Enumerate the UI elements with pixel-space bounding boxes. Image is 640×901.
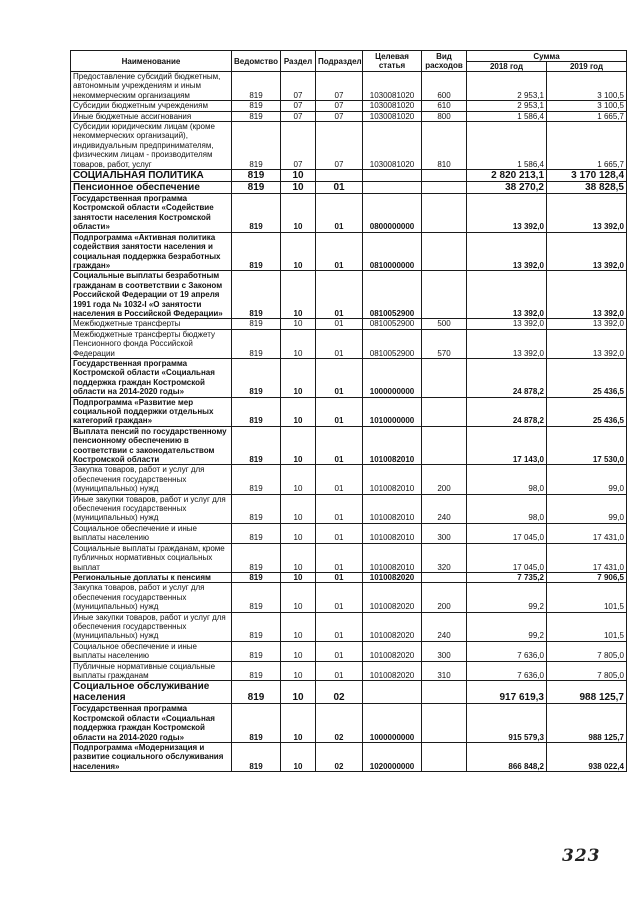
row-article: 1000000000 — [363, 358, 422, 397]
table-row — [71, 681, 627, 704]
row-subsection: 01 — [316, 543, 363, 572]
row-section: 10 — [281, 397, 316, 426]
row-dept: 819 — [232, 704, 281, 743]
row-name: Иные закупки товаров, работ и услуг для обеспечения государственных (муниципальных) нужд — [71, 494, 232, 523]
row-sum-2019: 3 170 128,4 — [547, 170, 627, 182]
table-row — [71, 612, 627, 641]
row-section: 10 — [281, 319, 316, 329]
header-subsection: Подраздел — [316, 51, 363, 72]
row-subsection: 02 — [316, 743, 363, 772]
table-header — [71, 51, 627, 72]
row-name: СОЦИАЛЬНАЯ ПОЛИТИКА — [71, 170, 232, 182]
row-exptype — [422, 232, 467, 271]
row-name: Подпрограмма «Активная политика содействия занятости населения и социальная поддержка безработных граждан» — [71, 232, 232, 271]
page-number: 323 — [562, 846, 601, 866]
row-name: Региональные доплаты к пенсиям — [71, 572, 232, 582]
row-sum-2019: 7 805,0 — [547, 661, 627, 681]
row-article: 1010082010 — [363, 494, 422, 523]
row-sum-2018: 7 636,0 — [467, 641, 547, 661]
table-row — [71, 543, 627, 572]
row-article: 0810000000 — [363, 232, 422, 271]
table-row — [71, 397, 627, 426]
table-row — [71, 641, 627, 661]
header-sum: Сумма — [467, 51, 627, 62]
budget-table — [70, 50, 627, 772]
row-exptype: 310 — [422, 661, 467, 681]
row-dept: 819 — [232, 72, 281, 101]
table-row — [71, 494, 627, 523]
row-article — [363, 170, 422, 182]
table-row — [71, 329, 627, 358]
row-article: 0810052900 — [363, 329, 422, 358]
row-article — [363, 182, 422, 194]
row-article: 1010082010 — [363, 465, 422, 494]
row-sum-2018: 17 045,0 — [467, 523, 547, 543]
row-sum-2019: 7 805,0 — [547, 641, 627, 661]
row-name: Социальные выплаты гражданам, кроме публичных нормативных социальных выплат — [71, 543, 232, 572]
row-article: 1010082010 — [363, 523, 422, 543]
row-section: 10 — [281, 543, 316, 572]
row-dept: 819 — [232, 182, 281, 194]
row-section: 10 — [281, 271, 316, 319]
row-sum-2019: 3 100,5 — [547, 101, 627, 111]
row-section: 10 — [281, 612, 316, 641]
row-sum-2019: 13 392,0 — [547, 329, 627, 358]
row-sum-2019: 101,5 — [547, 583, 627, 612]
row-dept: 819 — [232, 465, 281, 494]
row-exptype: 240 — [422, 612, 467, 641]
row-exptype: 300 — [422, 523, 467, 543]
row-sum-2018: 13 392,0 — [467, 232, 547, 271]
row-section: 10 — [281, 641, 316, 661]
row-sum-2019: 13 392,0 — [547, 194, 627, 233]
table-row — [71, 232, 627, 271]
row-subsection: 07 — [316, 111, 363, 121]
header-section: Раздел — [281, 51, 316, 72]
table-row — [71, 743, 627, 772]
row-name: Подпрограмма «Развитие мер социальной поддержки отдельных категорий граждан» — [71, 397, 232, 426]
row-dept: 819 — [232, 543, 281, 572]
row-sum-2018: 98,0 — [467, 494, 547, 523]
row-article: 1030081020 — [363, 111, 422, 121]
row-subsection: 01 — [316, 465, 363, 494]
row-section: 07 — [281, 111, 316, 121]
row-subsection: 01 — [316, 612, 363, 641]
row-dept: 819 — [232, 358, 281, 397]
row-subsection: 07 — [316, 72, 363, 101]
row-dept: 819 — [232, 743, 281, 772]
row-sum-2019: 988 125,7 — [547, 704, 627, 743]
row-exptype: 610 — [422, 101, 467, 111]
row-exptype — [422, 572, 467, 582]
row-dept: 819 — [232, 583, 281, 612]
row-article: 1030081020 — [363, 122, 422, 170]
row-dept: 819 — [232, 572, 281, 582]
row-sum-2019: 17 431,0 — [547, 543, 627, 572]
row-name: Межбюджетные трансферты бюджету Пенсионного фонда Российской Федерации — [71, 329, 232, 358]
row-sum-2018: 13 392,0 — [467, 319, 547, 329]
row-exptype: 570 — [422, 329, 467, 358]
row-dept: 819 — [232, 232, 281, 271]
row-exptype: 240 — [422, 494, 467, 523]
row-article: 1020000000 — [363, 743, 422, 772]
row-sum-2019: 99,0 — [547, 465, 627, 494]
row-name: Выплата пенсий по государственному пенсионному обеспечению в соответствии с законодательством Костромской области — [71, 426, 232, 465]
row-sum-2019: 7 906,5 — [547, 572, 627, 582]
table-row — [71, 319, 627, 329]
row-sum-2019: 25 436,5 — [547, 397, 627, 426]
row-article: 1010082020 — [363, 661, 422, 681]
row-section: 10 — [281, 572, 316, 582]
row-sum-2019: 17 431,0 — [547, 523, 627, 543]
row-sum-2019: 1 665,7 — [547, 111, 627, 121]
row-dept: 819 — [232, 641, 281, 661]
row-section: 10 — [281, 426, 316, 465]
row-dept: 819 — [232, 494, 281, 523]
row-exptype: 200 — [422, 465, 467, 494]
row-exptype: 500 — [422, 319, 467, 329]
row-exptype: 200 — [422, 583, 467, 612]
row-sum-2019: 17 530,0 — [547, 426, 627, 465]
row-subsection: 02 — [316, 704, 363, 743]
table-row — [71, 182, 627, 194]
table-row — [71, 111, 627, 121]
table-row — [71, 101, 627, 111]
row-section: 10 — [281, 465, 316, 494]
row-sum-2018: 866 848,2 — [467, 743, 547, 772]
row-sum-2019: 38 828,5 — [547, 182, 627, 194]
row-sum-2019: 13 392,0 — [547, 232, 627, 271]
row-subsection: 01 — [316, 358, 363, 397]
row-subsection: 02 — [316, 681, 363, 704]
row-sum-2018: 99,2 — [467, 612, 547, 641]
row-sum-2018: 2 953,1 — [467, 101, 547, 111]
row-section: 10 — [281, 232, 316, 271]
row-section: 10 — [281, 743, 316, 772]
table-row — [71, 704, 627, 743]
row-subsection: 01 — [316, 319, 363, 329]
table-row — [71, 661, 627, 681]
row-name: Социальное обеспечение и иные выплаты населению — [71, 641, 232, 661]
row-section: 10 — [281, 523, 316, 543]
row-exptype — [422, 743, 467, 772]
header-article: Целевая статья — [363, 51, 422, 72]
row-dept: 819 — [232, 661, 281, 681]
row-dept: 819 — [232, 319, 281, 329]
row-exptype: 600 — [422, 72, 467, 101]
row-section: 10 — [281, 182, 316, 194]
row-exptype — [422, 194, 467, 233]
header-year-2018: 2018 год — [467, 62, 547, 72]
row-article: 1030081020 — [363, 72, 422, 101]
row-dept: 819 — [232, 111, 281, 121]
row-section: 10 — [281, 681, 316, 704]
row-article: 1010082020 — [363, 583, 422, 612]
row-subsection: 01 — [316, 426, 363, 465]
row-exptype: 320 — [422, 543, 467, 572]
row-sum-2018: 24 878,2 — [467, 397, 547, 426]
row-subsection: 01 — [316, 194, 363, 233]
row-sum-2018: 7 735,2 — [467, 572, 547, 582]
row-section: 10 — [281, 704, 316, 743]
row-name: Субсидии бюджетным учреждениям — [71, 101, 232, 111]
row-section: 10 — [281, 494, 316, 523]
row-name: Социальные выплаты безработным гражданам в соответствии с Законом Российской Федерации от 19 апреля 1991 года № 1032-I «О занятости населения в Российской Федерации» — [71, 271, 232, 319]
row-sum-2019: 13 392,0 — [547, 271, 627, 319]
row-sum-2018: 38 270,2 — [467, 182, 547, 194]
row-section: 07 — [281, 72, 316, 101]
row-article: 1010082010 — [363, 543, 422, 572]
header-name: Наименование — [71, 51, 232, 72]
row-dept: 819 — [232, 101, 281, 111]
row-name: Подпрограмма «Модернизация и развитие социального обслуживания населения» — [71, 743, 232, 772]
row-subsection: 01 — [316, 583, 363, 612]
row-exptype — [422, 182, 467, 194]
row-name: Публичные нормативные социальные выплаты гражданам — [71, 661, 232, 681]
row-exptype — [422, 358, 467, 397]
row-sum-2018: 7 636,0 — [467, 661, 547, 681]
row-sum-2018: 99,2 — [467, 583, 547, 612]
row-name: Предоставление субсидий бюджетным, автономным учреждениям и иным некоммерческим организациям — [71, 72, 232, 101]
row-sum-2019: 25 436,5 — [547, 358, 627, 397]
row-article: 1010082010 — [363, 426, 422, 465]
table-row — [71, 358, 627, 397]
row-dept: 819 — [232, 681, 281, 704]
row-dept: 819 — [232, 612, 281, 641]
row-subsection: 01 — [316, 329, 363, 358]
row-sum-2019: 988 125,7 — [547, 681, 627, 704]
row-dept: 819 — [232, 122, 281, 170]
row-article: 0800000000 — [363, 194, 422, 233]
row-exptype: 800 — [422, 111, 467, 121]
table-row — [71, 583, 627, 612]
table-row — [71, 426, 627, 465]
table-row — [71, 572, 627, 582]
row-subsection: 01 — [316, 661, 363, 681]
row-sum-2018: 917 619,3 — [467, 681, 547, 704]
row-sum-2018: 17 143,0 — [467, 426, 547, 465]
row-sum-2018: 13 392,0 — [467, 194, 547, 233]
row-section: 07 — [281, 101, 316, 111]
row-dept: 819 — [232, 329, 281, 358]
row-article: 1010082020 — [363, 612, 422, 641]
row-exptype — [422, 681, 467, 704]
header-exptype: Вид расходов — [422, 51, 467, 72]
row-section: 10 — [281, 583, 316, 612]
row-section: 10 — [281, 170, 316, 182]
header-dept: Ведомство — [232, 51, 281, 72]
row-section: 07 — [281, 122, 316, 170]
row-dept: 819 — [232, 194, 281, 233]
row-sum-2019: 3 100,5 — [547, 72, 627, 101]
row-name: Межбюджетные трансферты — [71, 319, 232, 329]
row-article: 1000000000 — [363, 704, 422, 743]
table-row — [71, 271, 627, 319]
row-article: 1010082020 — [363, 572, 422, 582]
row-exptype — [422, 271, 467, 319]
row-section: 10 — [281, 194, 316, 233]
row-subsection — [316, 170, 363, 182]
row-sum-2018: 13 392,0 — [467, 329, 547, 358]
row-exptype — [422, 170, 467, 182]
row-name: Государственная программа Костромской области «Содействие занятости населения Костромской области» — [71, 194, 232, 233]
row-article: 0810052900 — [363, 271, 422, 319]
table-row — [71, 465, 627, 494]
row-subsection: 01 — [316, 523, 363, 543]
row-subsection: 01 — [316, 397, 363, 426]
row-sum-2019: 1 665,7 — [547, 122, 627, 170]
row-exptype — [422, 704, 467, 743]
row-dept: 819 — [232, 170, 281, 182]
row-subsection: 01 — [316, 494, 363, 523]
row-exptype — [422, 426, 467, 465]
row-dept: 819 — [232, 397, 281, 426]
row-sum-2019: 13 392,0 — [547, 319, 627, 329]
table-row — [71, 122, 627, 170]
row-article — [363, 681, 422, 704]
row-subsection: 07 — [316, 122, 363, 170]
row-exptype — [422, 397, 467, 426]
row-name: Социальное обеспечение и иные выплаты населению — [71, 523, 232, 543]
row-name: Социальное обслуживание населения — [71, 681, 232, 704]
table-row — [71, 170, 627, 182]
row-subsection: 07 — [316, 101, 363, 111]
table-row — [71, 72, 627, 101]
row-name: Пенсионное обеспечение — [71, 182, 232, 194]
row-sum-2019: 938 022,4 — [547, 743, 627, 772]
row-article: 1010082020 — [363, 641, 422, 661]
row-name: Иные закупки товаров, работ и услуг для обеспечения государственных (муниципальных) нужд — [71, 612, 232, 641]
header-year-2019: 2019 год — [547, 62, 627, 72]
row-name: Субсидии юридическим лицам (кроме некоммерческих организаций), индивидуальным предпринимателям, физическим лицам - производителям товаров, работ, услуг — [71, 122, 232, 170]
row-sum-2018: 2 820 213,1 — [467, 170, 547, 182]
budget-sheet — [70, 50, 626, 772]
row-subsection: 01 — [316, 572, 363, 582]
row-name: Закупка товаров, работ и услуг для обеспечения государственных (муниципальных) нужд — [71, 583, 232, 612]
row-subsection: 01 — [316, 641, 363, 661]
row-sum-2018: 1 586,4 — [467, 122, 547, 170]
row-dept: 819 — [232, 426, 281, 465]
row-sum-2019: 99,0 — [547, 494, 627, 523]
row-sum-2018: 98,0 — [467, 465, 547, 494]
row-sum-2019: 101,5 — [547, 612, 627, 641]
row-exptype: 810 — [422, 122, 467, 170]
row-section: 10 — [281, 329, 316, 358]
row-sum-2018: 2 953,1 — [467, 72, 547, 101]
row-name: Государственная программа Костромской области «Социальная поддержка граждан Костромской области на 2014-2020 годы» — [71, 358, 232, 397]
row-name: Иные бюджетные ассигнования — [71, 111, 232, 121]
row-subsection: 01 — [316, 271, 363, 319]
row-sum-2018: 915 579,3 — [467, 704, 547, 743]
table-body — [71, 72, 627, 772]
row-name: Государственная программа Костромской области «Социальная поддержка граждан Костромской области на 2014-2020 годы» — [71, 704, 232, 743]
row-name: Закупка товаров, работ и услуг для обеспечения государственных (муниципальных) нужд — [71, 465, 232, 494]
row-sum-2018: 24 878,2 — [467, 358, 547, 397]
row-subsection: 01 — [316, 182, 363, 194]
row-section: 10 — [281, 661, 316, 681]
row-sum-2018: 1 586,4 — [467, 111, 547, 121]
row-article: 1030081020 — [363, 101, 422, 111]
table-row — [71, 523, 627, 543]
row-article: 1010000000 — [363, 397, 422, 426]
row-section: 10 — [281, 358, 316, 397]
row-dept: 819 — [232, 271, 281, 319]
row-article: 0810052900 — [363, 319, 422, 329]
row-dept: 819 — [232, 523, 281, 543]
row-subsection: 01 — [316, 232, 363, 271]
row-sum-2018: 13 392,0 — [467, 271, 547, 319]
row-exptype: 300 — [422, 641, 467, 661]
row-sum-2018: 17 045,0 — [467, 543, 547, 572]
table-row — [71, 194, 627, 233]
